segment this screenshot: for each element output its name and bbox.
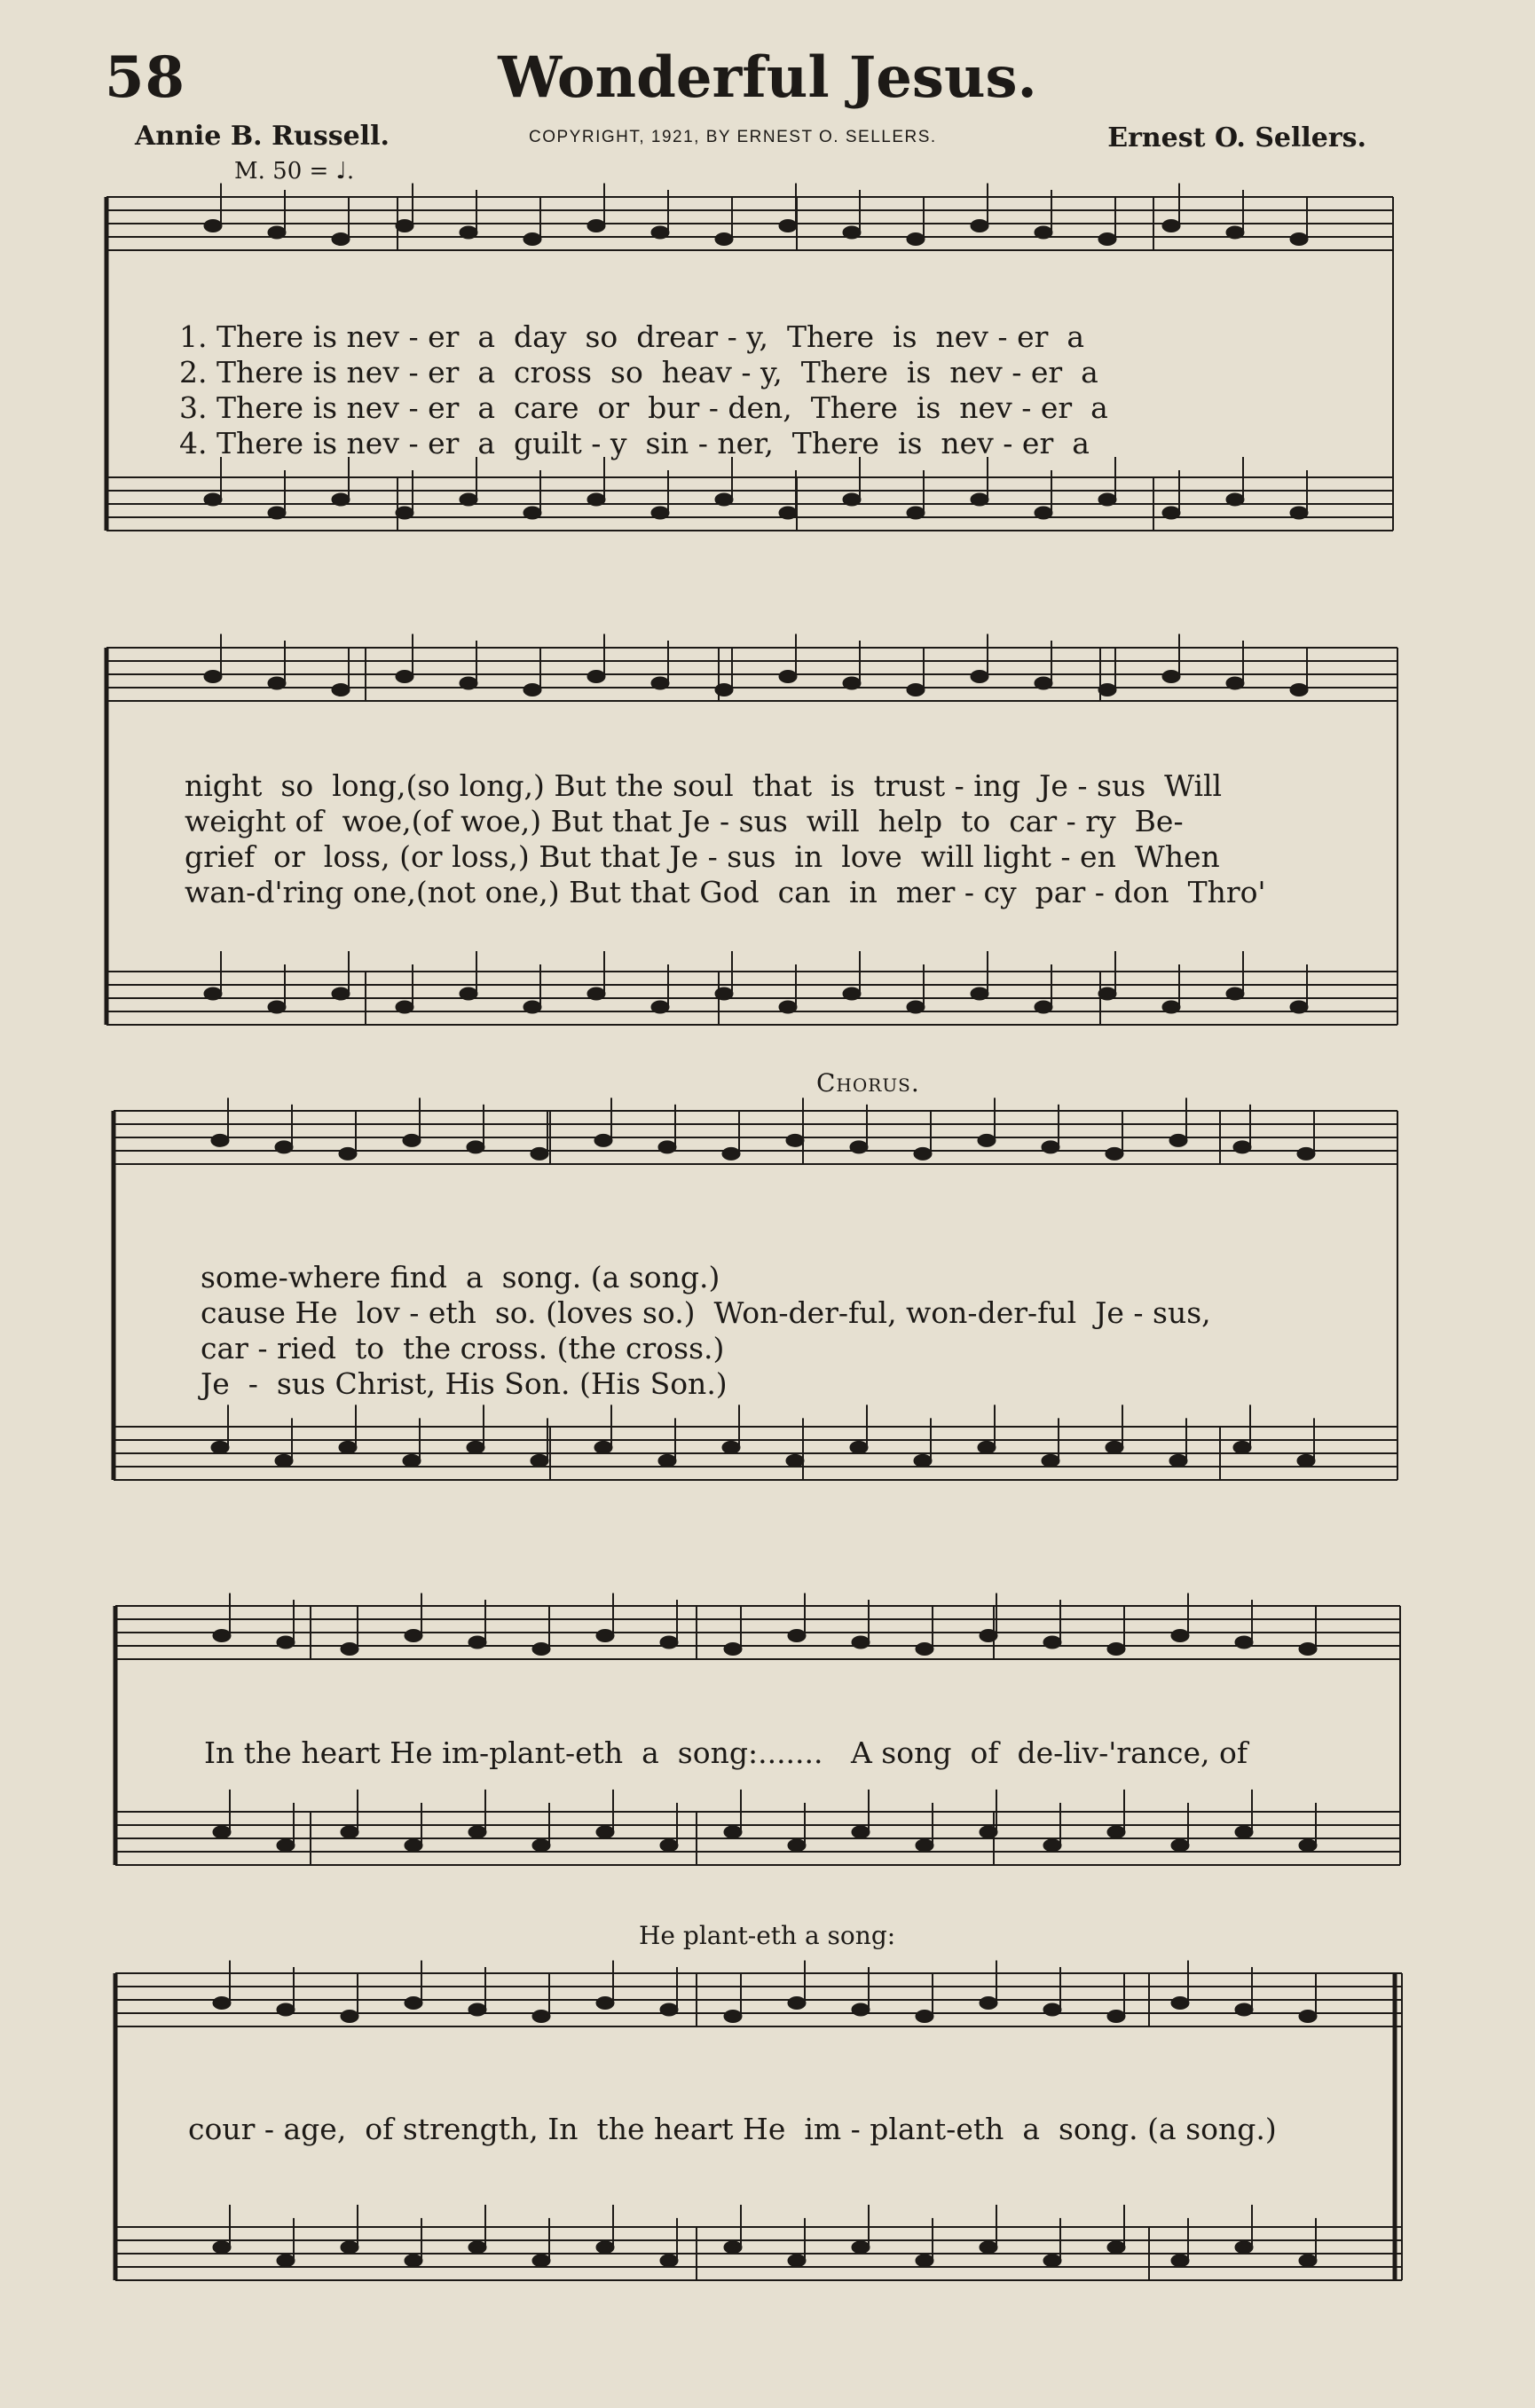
notehead <box>341 1643 358 1656</box>
notehead <box>1169 1134 1187 1146</box>
notehead <box>1299 2011 1317 2023</box>
notehead <box>467 1441 484 1453</box>
composer: Ernest O. Sellers. <box>1107 122 1366 153</box>
notehead <box>788 1630 806 1642</box>
notehead <box>914 1454 932 1467</box>
notehead <box>204 493 222 506</box>
notehead <box>843 226 861 239</box>
notehead <box>1098 684 1116 696</box>
notehead <box>268 507 286 519</box>
notehead <box>531 1454 548 1467</box>
notehead <box>275 1454 293 1467</box>
notehead <box>523 684 541 696</box>
notehead <box>213 1826 231 1838</box>
notehead <box>204 220 222 232</box>
lyricist: Annie B. Russell. <box>135 121 390 152</box>
notehead <box>587 493 605 506</box>
notehead <box>594 1441 612 1453</box>
notehead <box>715 233 733 246</box>
notehead <box>852 2003 870 2016</box>
notehead <box>843 988 861 1000</box>
hymn-title: Wonderful Jesus. <box>498 44 1037 111</box>
notehead <box>660 1839 678 1852</box>
notehead <box>1107 2241 1125 2254</box>
notehead <box>1233 1441 1251 1453</box>
notehead <box>724 1826 742 1838</box>
notehead <box>722 1441 740 1453</box>
notehead <box>786 1454 804 1467</box>
notehead <box>275 1141 293 1153</box>
notehead <box>980 1997 997 2010</box>
notehead <box>1226 677 1244 689</box>
notehead <box>1233 1141 1251 1153</box>
notehead <box>532 1643 550 1656</box>
notehead <box>531 1147 548 1160</box>
notehead <box>1098 233 1116 246</box>
notehead <box>978 1134 996 1146</box>
notehead <box>396 1001 413 1013</box>
notehead <box>1290 684 1308 696</box>
notehead <box>596 1630 614 1642</box>
notehead <box>916 2011 933 2023</box>
notehead <box>852 1826 870 1838</box>
notehead <box>1106 1441 1123 1453</box>
copyright-notice: COPYRIGHT, 1921, BY ERNEST O. SELLERS. <box>529 128 937 146</box>
notehead <box>1035 677 1052 689</box>
notehead <box>396 671 413 683</box>
notehead <box>1235 1826 1253 1838</box>
notehead <box>1162 220 1180 232</box>
notehead <box>587 988 605 1000</box>
notehead <box>341 1826 358 1838</box>
notehead <box>460 226 477 239</box>
notehead <box>722 1147 740 1160</box>
notehead <box>1226 226 1244 239</box>
notehead <box>213 1997 231 2010</box>
lyric-line: night so long,(so long,) But the soul that is trust - ing Je - sus Will <box>185 768 1223 803</box>
lyric-line: wan-d'ring one,(not one,) But that God can in mer - cy par - don Thro' <box>185 875 1266 909</box>
notehead <box>971 988 988 1000</box>
notehead <box>1290 233 1308 246</box>
notehead <box>396 220 413 232</box>
lyric-line: 4. There is nev - er a guilt - y sin - ner, There is nev - er a <box>179 426 1090 460</box>
notehead <box>1299 1643 1317 1656</box>
notehead <box>339 1147 357 1160</box>
notehead <box>971 493 988 506</box>
notehead <box>651 1001 669 1013</box>
notehead <box>852 2241 870 2254</box>
notehead <box>786 1134 804 1146</box>
notehead <box>724 2241 742 2254</box>
notehead <box>468 2241 486 2254</box>
notehead <box>651 226 669 239</box>
lyric-line: grief or loss, (or loss,) But that Je - sus in love will light - en When <box>185 839 1220 874</box>
notehead <box>1171 1630 1189 1642</box>
tempo-marking: M. 50 = ♩. <box>234 158 355 185</box>
notehead <box>1169 1454 1187 1467</box>
notehead <box>1171 2255 1189 2267</box>
bass-cue-text: He plant-eth a song: <box>639 1921 896 1950</box>
lyric-line: weight of woe,(of woe,) But that Je - sus will help to car - ry Be- <box>185 804 1184 838</box>
notehead <box>1043 1636 1061 1649</box>
notehead <box>980 1826 997 1838</box>
notehead <box>715 493 733 506</box>
notehead <box>1106 1147 1123 1160</box>
notehead <box>587 671 605 683</box>
notehead <box>779 220 797 232</box>
notehead <box>332 493 350 506</box>
notehead <box>971 220 988 232</box>
lyric-line: some-where find a song. (a song.) <box>201 1260 720 1294</box>
notehead <box>594 1134 612 1146</box>
notehead <box>596 2241 614 2254</box>
notehead <box>651 677 669 689</box>
notehead <box>1235 2241 1253 2254</box>
notehead <box>204 671 222 683</box>
chorus-label: Chorus. <box>816 1068 920 1098</box>
notehead <box>211 1134 229 1146</box>
notehead <box>907 233 925 246</box>
notehead <box>268 226 286 239</box>
notehead <box>467 1141 484 1153</box>
notehead <box>788 1839 806 1852</box>
notehead <box>916 1839 933 1852</box>
notehead <box>405 2255 422 2267</box>
lyric-line: 1. There is nev - er a day so drear - y, There is nev - er a <box>179 319 1085 354</box>
notehead <box>468 1826 486 1838</box>
notehead <box>277 2003 295 2016</box>
notehead <box>980 1630 997 1642</box>
notehead <box>788 1997 806 2010</box>
notehead <box>1043 2255 1061 2267</box>
notehead <box>341 2241 358 2254</box>
notehead <box>1162 507 1180 519</box>
notehead <box>341 2011 358 2023</box>
notehead <box>460 988 477 1000</box>
notehead <box>660 2255 678 2267</box>
notehead <box>715 684 733 696</box>
notehead <box>523 233 541 246</box>
notehead <box>268 1001 286 1013</box>
notehead <box>1035 1001 1052 1013</box>
notehead <box>916 2255 933 2267</box>
notehead <box>596 1997 614 2010</box>
notehead <box>1107 1826 1125 1838</box>
notehead <box>1035 226 1052 239</box>
notehead <box>277 1839 295 1852</box>
notehead <box>1290 1001 1308 1013</box>
notehead <box>850 1141 868 1153</box>
lyric-line: In the heart He im-plant-eth a song:....... A song of de-liv-'rance, of <box>204 1735 1248 1770</box>
notehead <box>1043 1839 1061 1852</box>
notehead <box>660 1636 678 1649</box>
notehead <box>660 2003 678 2016</box>
notehead <box>779 1001 797 1013</box>
notehead <box>403 1134 421 1146</box>
notehead <box>1235 1636 1253 1649</box>
lyric-line: car - ried to the cross. (the cross.) <box>201 1331 725 1365</box>
notehead <box>277 1636 295 1649</box>
notehead <box>1098 988 1116 1000</box>
notehead <box>532 2255 550 2267</box>
notehead <box>907 507 925 519</box>
notehead <box>587 220 605 232</box>
notehead <box>779 507 797 519</box>
notehead <box>788 2255 806 2267</box>
notehead <box>916 1643 933 1656</box>
lyric-line: Je - sus Christ, His Son. (His Son.) <box>201 1366 728 1401</box>
notehead <box>1162 1001 1180 1013</box>
notehead <box>460 493 477 506</box>
notehead <box>1043 2003 1061 2016</box>
notehead <box>405 1997 422 2010</box>
notehead <box>1042 1141 1059 1153</box>
notehead <box>978 1441 996 1453</box>
notehead <box>596 1826 614 1838</box>
lyric-line: 2. There is nev - er a cross so heav - y, There is nev - er a <box>179 355 1098 390</box>
notehead <box>971 671 988 683</box>
notehead <box>1171 1997 1189 2010</box>
notehead <box>1290 507 1308 519</box>
lyric-line: 3. There is nev - er a care or bur - den, There is nev - er a <box>179 390 1108 425</box>
notehead <box>532 2011 550 2023</box>
notehead <box>907 1001 925 1013</box>
notehead <box>213 2241 231 2254</box>
notehead <box>1171 1839 1189 1852</box>
notehead <box>651 507 669 519</box>
notehead <box>658 1141 676 1153</box>
notehead <box>1235 2003 1253 2016</box>
notehead <box>1042 1454 1059 1467</box>
notehead <box>277 2255 295 2267</box>
notehead <box>405 1630 422 1642</box>
notehead <box>532 1839 550 1852</box>
notehead <box>1098 493 1116 506</box>
notehead <box>332 988 350 1000</box>
notehead <box>1162 671 1180 683</box>
notehead <box>523 1001 541 1013</box>
notehead <box>1035 507 1052 519</box>
notehead <box>468 1636 486 1649</box>
notehead <box>914 1147 932 1160</box>
notehead <box>715 988 733 1000</box>
notehead <box>332 233 350 246</box>
lyric-line: cause He lov - eth so. (loves so.) Won-der-ful, won-der-ful Je - sus, <box>201 1295 1211 1330</box>
notehead <box>403 1454 421 1467</box>
notehead <box>339 1441 357 1453</box>
notehead <box>907 684 925 696</box>
notehead <box>724 2011 742 2023</box>
notehead <box>980 2241 997 2254</box>
notehead <box>468 2003 486 2016</box>
notehead <box>1299 2255 1317 2267</box>
notehead <box>204 988 222 1000</box>
notehead <box>850 1441 868 1453</box>
notehead <box>843 677 861 689</box>
notehead <box>1107 1643 1125 1656</box>
notehead <box>1226 988 1244 1000</box>
notehead <box>211 1441 229 1453</box>
notehead <box>658 1454 676 1467</box>
notehead <box>523 507 541 519</box>
notehead <box>268 677 286 689</box>
notehead <box>460 677 477 689</box>
notehead <box>843 493 861 506</box>
notehead <box>779 671 797 683</box>
notehead <box>213 1630 231 1642</box>
notehead <box>332 684 350 696</box>
notehead <box>1226 493 1244 506</box>
notehead <box>396 507 413 519</box>
notehead <box>405 1839 422 1852</box>
lyric-line: cour - age, of strength, In the heart He im - plant-eth a song. (a song.) <box>188 2112 1277 2146</box>
notehead <box>1299 1839 1317 1852</box>
notehead <box>1297 1147 1315 1160</box>
notehead <box>1297 1454 1315 1467</box>
hymn-number: 58 <box>105 44 186 111</box>
notehead <box>852 1636 870 1649</box>
notehead <box>724 1643 742 1656</box>
notehead <box>1107 2011 1125 2023</box>
